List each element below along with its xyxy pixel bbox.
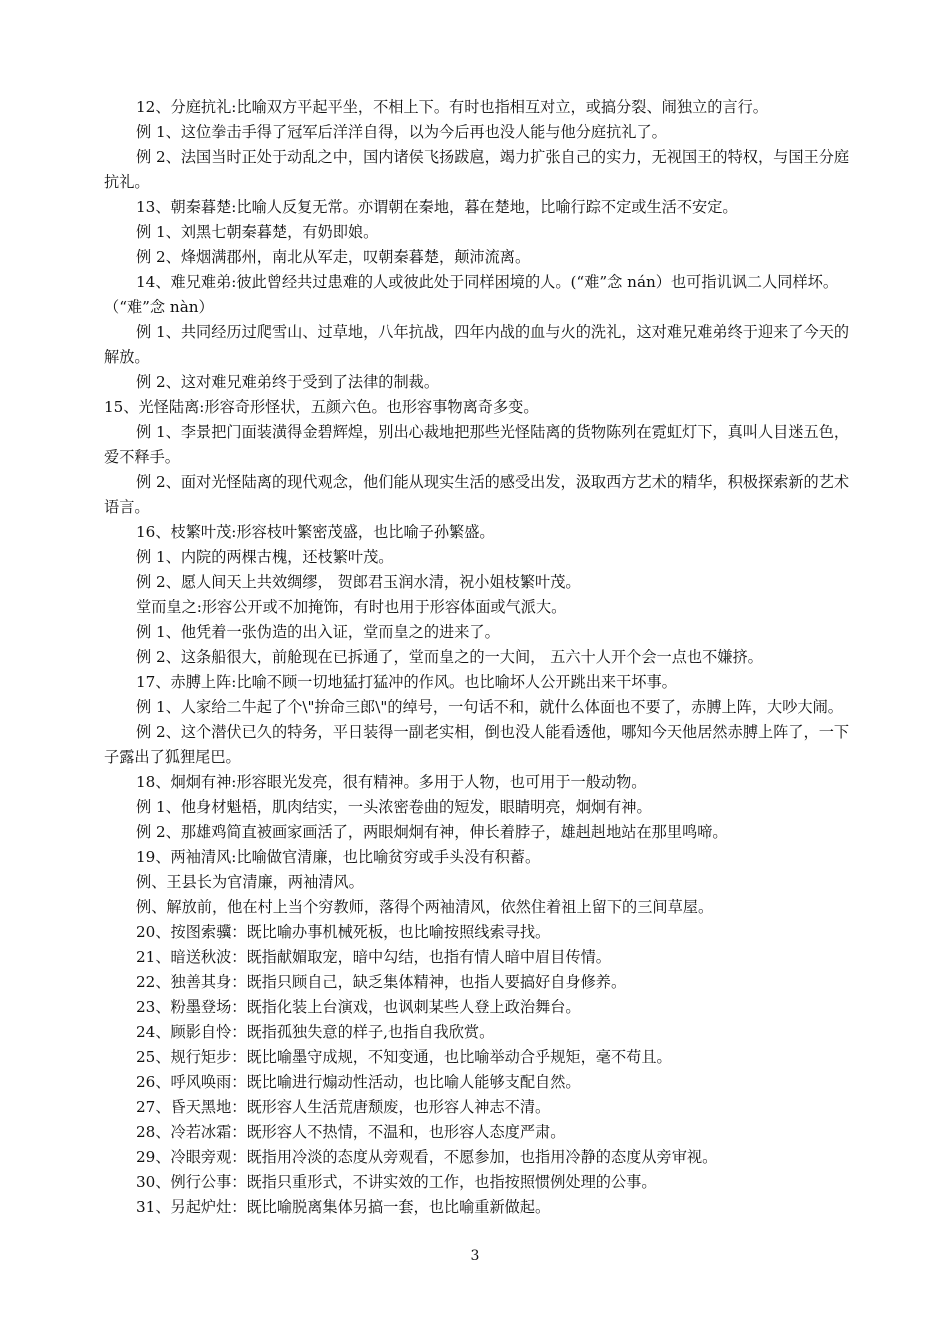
entry-18-example-1: 例 1、他身材魁梧，肌肉结实，一头浓密卷曲的短发，眼睛明亮，炯炯有神。 [136,798,652,816]
entry-18-example-2: 例 2、那雄鸡简直被画家画活了，两眼炯炯有神，伸长着脖子，雄赳赳地站在那里鸣啼。 [136,823,728,841]
entry-16-example-1: 例 1、内院的两棵古槐，还枝繁叶茂。 [136,548,394,566]
page-number: 3 [470,1248,480,1264]
entry-13-example-2: 例 2、烽烟满郡州，南北从军走，叹朝秦暮楚，颠沛流离。 [136,248,531,266]
document-body [104,95,850,1220]
entry-17-example-1: 例 1、人家给二牛起了个\"拚命三郎\"的绰号，一句话不和，就什么体面也不要了，赤膊上阵，大吵大闹。 [136,698,843,716]
entry-14-definition: 14、难兄难弟:彼此曾经共过患难的人或彼此处于同样困境的人。(“难”念 nán）也可指讥讽二人同样坏。（“难”念 nàn） [104,273,839,316]
entry-16-definition: 16、枝繁叶茂:形容枝叶繁密茂盛，也比喻子孙繁盛。 [136,523,495,541]
entry-29: 29、冷眼旁观：既指用冷淡的态度从旁观看，不愿参加，也指用冷静的态度从旁审视。 [136,1148,718,1166]
entry-14-example-1: 例 1、共同经历过爬雪山、过草地，八年抗战，四年内战的血与火的洗礼，这对难兄难弟终于迎来了今天的解放。 [104,323,850,366]
entry-28: 28、冷若冰霜：既形容人不热情，不温和，也形容人态度严肃。 [136,1123,566,1141]
entry-17-example-2: 例 2、这个潜伏已久的特务，平日装得一副老实相，倒也没人能看透他，哪知今天他居然赤膊上阵了，一下子露出了狐狸尾巴。 [104,723,850,766]
entry-tangerhuangzhi-example-1: 例 1、他凭着一张伪造的出入证，堂而皇之的进来了。 [136,623,500,641]
entry-13-definition: 13、朝秦暮楚:比喻人反复无常。亦谓朝在秦地，暮在楚地，比喻行踪不定或生活不安定。 [136,198,738,216]
entry-12-example-2: 例 2、法国当时正处于动乱之中，国内诸侯飞扬跋扈，竭力扩张自己的实力，无视国王的特权，与国王分庭抗礼。 [104,148,850,191]
entry-12-definition: 12、分庭抗礼:比喻双方平起平坐，不相上下。有时也指相互对立，或搞分裂、闹独立的言行。 [136,98,768,116]
entry-22: 22、独善其身：既指只顾自己，缺乏集体精神，也指人要搞好自身修养。 [136,973,627,991]
entry-19-example-2: 例、解放前，他在村上当个穷教师，落得个两袖清风，依然住着祖上留下的三间草屋。 [136,898,714,916]
entry-20: 20、按图索骥：既比喻办事机械死板，也比喻按照线索寻找。 [136,923,551,941]
entry-24: 24、顾影自怜：既指孤独失意的样子,也指自我欣赏。 [136,1023,495,1041]
entry-26: 26、呼风唤雨：既比喻进行煽动性活动，也比喻人能够支配自然。 [136,1073,581,1091]
entry-15-example-2: 例 2、面对光怪陆离的现代观念，他们能从现实生活的感受出发，汲取西方艺术的精华，积极探索新的艺术语言。 [104,473,850,516]
entry-18-definition: 18、炯炯有神:形容眼光发亮，很有精神。多用于人物，也可用于一般动物。 [136,773,647,791]
entry-30: 30、例行公事：既指只重形式，不讲实效的工作，也指按照惯例处理的公事。 [136,1173,657,1191]
entry-16-example-2: 例 2、愿人间天上共效绸缪， 贺郎君玉润水清，祝小姐枝繁叶茂。 [136,573,581,591]
entry-13-example-1: 例 1、刘黑七朝秦暮楚，有奶即娘。 [136,223,379,241]
entry-19-definition: 19、两袖清风:比喻做官清廉，也比喻贫穷或手头没有积蓄。 [136,848,541,866]
entry-19-example-1: 例、王县长为官清廉，两袖清风。 [136,873,364,891]
entry-tangerhuangzhi-example-2: 例 2、这条船很大，前舱现在已拆通了，堂而皇之的一大间， 五六十人开个会一点也不嫌挤。 [136,648,763,666]
entry-21: 21、暗送秋波：既指献媚取宠，暗中勾结，也指有情人暗中眉目传情。 [136,948,611,966]
entry-23: 23、粉墨登场：既指化装上台演戏，也讽刺某些人登上政治舞台。 [136,998,581,1016]
entry-31: 31、另起炉灶：既比喻脱离集体另搞一套，也比喻重新做起。 [136,1198,551,1216]
entry-12-example-1: 例 1、这位拳击手得了冠军后洋洋自得，以为今后再也没人能与他分庭抗礼了。 [136,123,667,141]
entry-15-example-1: 例 1、李景把门面装潢得金碧辉煌，别出心裁地把那些光怪陆离的货物陈列在霓虹灯下，真叫人目迷五色，爱不释手。 [104,423,850,466]
entry-tangerhuangzhi-definition: 堂而皇之:形容公开或不加掩饰，有时也用于形容体面或气派大。 [136,598,567,616]
entry-17-definition: 17、赤膊上阵:比喻不顾一切地猛打猛冲的作风。也比喻坏人公开跳出来干坏事。 [136,673,677,691]
entry-14-example-2: 例 2、这对难兄难弟终于受到了法律的制裁。 [136,373,440,391]
entry-15-definition: 15、光怪陆离:形容奇形怪状，五颜六色。也形容事物离奇多变。 [104,398,539,416]
entry-25: 25、规行矩步：既比喻墨守成规，不知变通，也比喻举动合乎规矩，毫不苟且。 [136,1048,672,1066]
entry-27: 27、昏天黑地：既形容人生活荒唐颓废，也形容人神志不清。 [136,1098,551,1116]
